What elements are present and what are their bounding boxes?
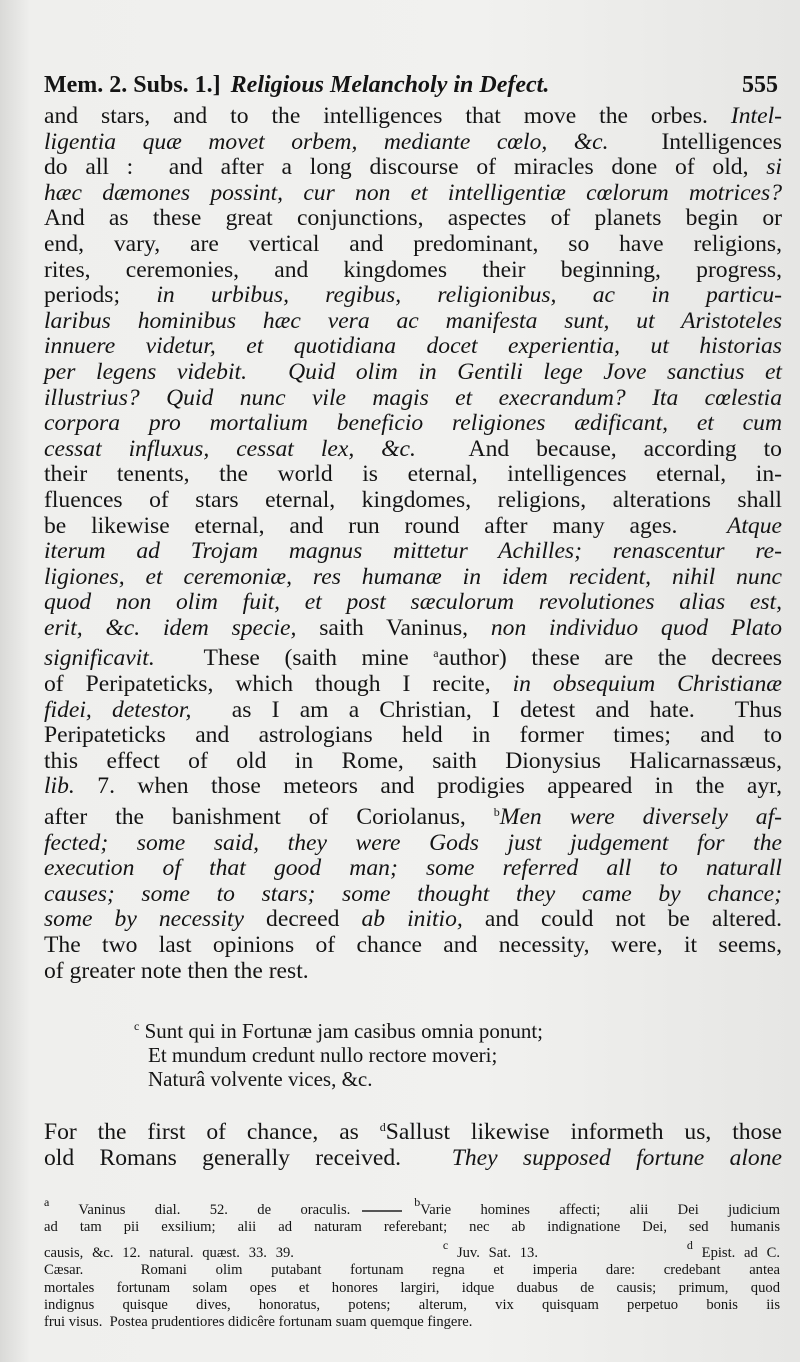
text-line [44, 181, 782, 207]
text-line [44, 856, 782, 882]
text-run: of Peripateticks, which though I recite, [44, 671, 513, 698]
italic-text: hæc dæmones possint, cur non et intelligentiæ cœlorum motrices? [44, 179, 782, 206]
text-run: as I am a Christian, I detest and hate. Thus [191, 696, 782, 723]
text-run: rites, ceremonies, and kingdomes their beginning, progress, [44, 256, 782, 283]
text-run: and stars, and to the intelligences that move the orbes. [44, 103, 731, 129]
italic-text: Intel- [730, 103, 782, 129]
footnote-line [44, 1194, 780, 1219]
italic-text: execution of that good man; some referred all to naturall [44, 855, 782, 882]
text-run: do all : and after a long discourse of miracles done of old, [44, 154, 767, 181]
text-run: For the first of chance, as [44, 1119, 380, 1146]
text-line [44, 749, 782, 775]
text-line [44, 155, 782, 181]
text-line [44, 565, 782, 591]
page-number: 555 [742, 72, 778, 98]
text-line [44, 334, 782, 360]
text-line [44, 488, 782, 514]
text-line [44, 590, 782, 616]
text-run [538, 1245, 687, 1261]
text-line [44, 437, 782, 463]
footnote-marker: b [414, 1195, 421, 1209]
footnote-marker: a [433, 646, 439, 661]
footnote-line [44, 1262, 780, 1279]
italic-text: si [766, 154, 782, 181]
text-line [44, 232, 782, 258]
footnote-marker: b [493, 805, 500, 820]
italic-text: iterum ad Trojam magnus mittetur Achilles; renascentur re- [44, 538, 782, 565]
italic-text: fidei, detestor, [44, 696, 192, 723]
text-line [44, 258, 782, 284]
text-run [294, 1245, 443, 1261]
text-line [44, 411, 782, 437]
italic-text: ligentia quæ movet orbem, mediante cœlo, &c. [44, 128, 609, 155]
text-run: Epist. ad C. [692, 1244, 780, 1261]
footnote-marker: d [379, 1120, 386, 1135]
text-run: be likewise eternal, and run round after many ages. [44, 512, 727, 539]
italic-text: lib. [44, 773, 75, 800]
text-run: Peripateticks and astrologians held in former times; and to [44, 722, 782, 749]
footnote-line [44, 1237, 780, 1262]
main-text-lines [44, 104, 782, 984]
text-run: These (saith mine [154, 645, 434, 672]
italic-text: innuere videtur, et quotidiana docet experientia, ut historias [44, 333, 782, 360]
text-line [44, 462, 782, 488]
text-run: And because, according to [415, 435, 782, 462]
footnote-line [44, 1280, 780, 1297]
text-run: frui visus. Postea prudentiores didicêre fortunam suam quemque fingere. [44, 1314, 473, 1331]
text-run: Cæsar. Romani olim putabant fortunam regna et imperia dare: credebant antea [44, 1262, 780, 1279]
italic-text: erit, &c. idem specie, [44, 614, 297, 641]
text-line [44, 672, 782, 698]
text-run: indignus quisque dives, honoratus, potens; alterum, vix quisquam perpetuo bonis iis [44, 1297, 780, 1314]
italic-text: laribus hominibus hæc vera ac manifesta sunt, ut Aristoteles [44, 307, 782, 334]
text-run: The two last opinions of chance and necessity, were, it seems, [44, 932, 782, 958]
italic-text: They supposed fortune alone [451, 1144, 782, 1171]
text-line [44, 882, 782, 908]
italic-text: quod non olim fuit, et post sæculorum revolutiones alias est, [44, 589, 782, 616]
italic-text: corpora pro mortalium beneficio religiones ædificant, et cum [44, 410, 782, 437]
verse-line-2: Et mundum credunt nullo rectore moveri; [148, 1043, 498, 1068]
footnotes [44, 1194, 780, 1332]
text-run: fluences of stars eternal, kingdomes, religions, alterations shall [44, 486, 782, 513]
italic-text: causes; some to stars; some thought they came by chance; [44, 880, 782, 907]
italic-text: cessat influxus, cessat lex, &c. [44, 435, 416, 462]
text-run: author) these are the decrees [438, 645, 782, 672]
text-line [44, 386, 782, 412]
text-run: of greater note then the rest. [44, 957, 309, 984]
text-line [44, 360, 782, 386]
verse-line-1 [134, 1014, 782, 1043]
text-line [44, 514, 782, 540]
text-line [44, 774, 782, 800]
text-run: this effect of old in Rome, saith Dionysius Halicarnassæus, [44, 747, 782, 774]
text-line [44, 309, 782, 335]
text-line [44, 1115, 782, 1146]
text-run: And as these great conjunctions, aspectes of planets begin or [44, 205, 782, 232]
text-line [44, 831, 782, 857]
italic-text: fected; some said, they were Gods just judgement for the [44, 829, 782, 856]
italic-text: illustrius? Quid nunc vile magis et execrandum? Ita cœlestia [44, 384, 782, 411]
text-line [44, 283, 782, 309]
text-line [44, 959, 782, 985]
italic-text: per legens videbit. Quid olim in Gentili lege Jove sanctius et [44, 358, 782, 385]
verse-quotation [134, 1014, 782, 1091]
text-run: end, vary, are vertical and predominant, so have religions, [44, 230, 782, 257]
text-run: their tenents, the world is eternal, intelligences eternal, in- [44, 461, 782, 488]
footnote-line [44, 1297, 780, 1314]
italic-text: Men were diversely af- [499, 804, 782, 831]
footnote-line [44, 1219, 780, 1236]
text-line [44, 800, 782, 831]
text-run: old Romans generally received. [44, 1144, 452, 1171]
italic-text: some by necessity [44, 906, 245, 933]
italic-text: in urbibus, regibus, religionibus, ac in particu- [156, 282, 782, 309]
text-line [44, 723, 782, 749]
text-run: decreed [244, 906, 362, 933]
footnote-marker: c [134, 1019, 140, 1034]
separator-rule [362, 1210, 402, 1212]
text-line [44, 698, 782, 724]
text-run: and could not be altered. [462, 906, 783, 933]
italic-text: non individuo quod Plato [490, 614, 782, 641]
text-line [44, 641, 782, 672]
main-text-continued [44, 1115, 782, 1171]
text-line [44, 206, 782, 232]
footnote-marker: a [44, 1195, 50, 1209]
italic-text: in obsequium Christianæ [512, 671, 782, 698]
footnote-marker: c [442, 1237, 449, 1252]
text-line [44, 130, 782, 156]
text-run: periods; [44, 282, 157, 309]
main-text [44, 104, 782, 1171]
running-title: Religious Melancholy in Defect. [230, 72, 550, 98]
text-line [44, 1146, 782, 1172]
text-run: causis, &c. 12. natural. quæst. 33. 39. [44, 1244, 294, 1261]
text-line [44, 616, 782, 642]
text-line [44, 933, 782, 959]
running-header [44, 72, 778, 104]
text-run: mortales fortunam solam opes et honores largiri, idque duabus de causis; primum, quod [44, 1279, 780, 1296]
text-run: Juv. Sat. 13. [448, 1244, 538, 1261]
footnote-line [44, 1314, 780, 1331]
verse-line-text: Sunt qui in Fortunæ jam casibus omnia ponunt; [144, 1019, 543, 1044]
text-line [44, 104, 782, 130]
italic-text: Atque [726, 512, 782, 539]
text-run: after the banishment of Coriolanus, [44, 804, 494, 831]
section-reference: Mem. 2. Subs. 1.] [44, 72, 221, 98]
verse-line-3: Naturâ volvente vices, &c. [148, 1067, 373, 1092]
text-run: Varie homines affecti; alii Dei judicium [420, 1202, 780, 1218]
text-run: Intelligences [608, 128, 782, 155]
text-run: Sallust likewise informeth us, those [385, 1119, 782, 1146]
italic-text: significavit. [44, 645, 155, 672]
text-run: 7. when those meteors and prodigies appeared in the ayr, [74, 773, 782, 800]
italic-text: ligiones, et ceremoniæ, res humanæ in idem recident, nihil nunc [44, 563, 782, 590]
text-run: ad tam pii exsilium; alii ad naturam referebant; nec ab indignatione Dei, sed humanis [44, 1219, 780, 1236]
text-run: Vaninus dial. 52. de oraculis. [49, 1202, 351, 1218]
text-line [44, 907, 782, 933]
italic-text: ab initio, [361, 906, 463, 933]
footnote-marker: d [686, 1237, 693, 1252]
text-run: saith Vaninus, [296, 614, 491, 641]
text-line [44, 539, 782, 565]
